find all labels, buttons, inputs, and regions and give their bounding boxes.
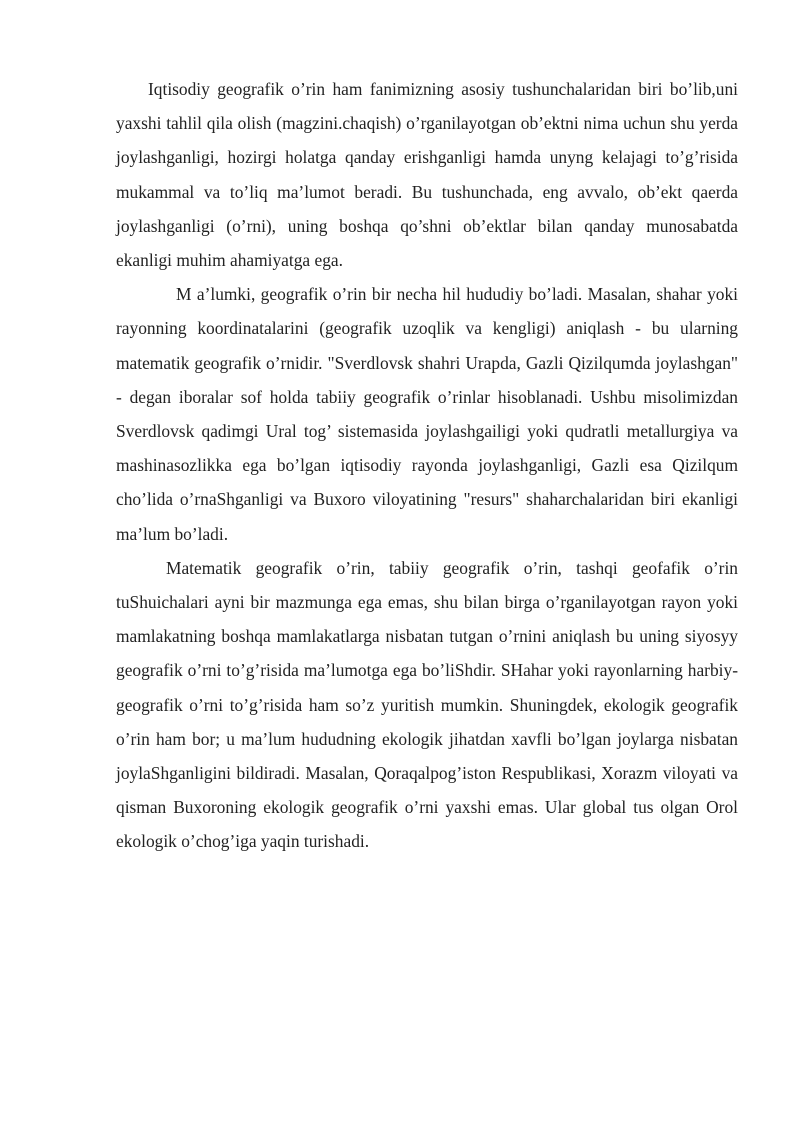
document-page xyxy=(116,72,738,859)
paragraph-geographic-position-types: M a’lumki, geografik o’rin bir necha hil hududiy bo’ladi. Masalan, shahar yoki rayonning koordinatalarini (geografik uzoqlik va kengligi) aniqlash - bu ularning matematik geografik o’rnidir. "Sverdlovsk shahri Urapda, Gazli Qizilqumda joylashgan" - degan iboralar sof holda tabiiy geografik o’rinlar hisoblanadi. Ushbu misolimizdan Sverdlovsk qadimgi Ural tog’ sistemasida joylashgailigi yoki qudratli metallurgiya va mashinasozlikka ega bo’lgan iqtisodiy rayonda joylashganligi, Gazli esa Qizilqum cho’lida o’rnaShganligi va Buxoro viloyatining "resurs" shaharchalaridan biri ekanligi ma’lum bo’ladi. xyxy=(116,284,738,544)
paragraph-economic-geographic-position: Iqtisodiy geografik o’rin ham fanimizning asosiy tushunchalaridan biri bo’lib,uni yaxshi tahlil qila olish (magzini.chaqish) o’rganilayotgan ob’ektni nima uchun shu yerda joylashganligi, hozirgi holatga qanday erishganligi hamda unyng kelajagi to’g’risida mukammal va to’liq ma’lumot beradi. Bu tushunchada, eng avvalo, ob’ekt qaerda joylashganligi (o’rni), uning boshqa qo’shni ob’ektlar bilan qanday munosabatda ekanligi muhim ahamiyatga ega. xyxy=(116,79,738,271)
paragraph-mathematical-natural-ecological-position: Matematik geografik o’rin, tabiiy geografik o’rin, tashqi geofafik o’rin tuShuichalari ayni bir mazmunga ega emas, shu bilan birga o’rganilayotgan rayon yoki mamlakatning boshqa mamlakatlarga nisbatan tutgan o’rnini aniqlash bu uning siyosyy geografik o’rni to’g’risida ma’lumotga ega bo’liShdir. SHahar yoki rayonlarning harbiy-geografik o’rni to’g’risida ham so’z yuritish mumkin. Shuningdek, ekologik geografik o’rin ham bor; u ma’lum hududning ekologik jihatdan xavfli bo’lgan joylarga nisbatan joylaShganligini bildiradi. Masalan, Qoraqalpog’iston Respublikasi, Xorazm viloyati va qisman Buxoroning ekologik geografik o’rni yaxshi emas. Ular global tus olgan Orol ekologik o’chog’iga yaqin turishadi. xyxy=(116,557,738,852)
